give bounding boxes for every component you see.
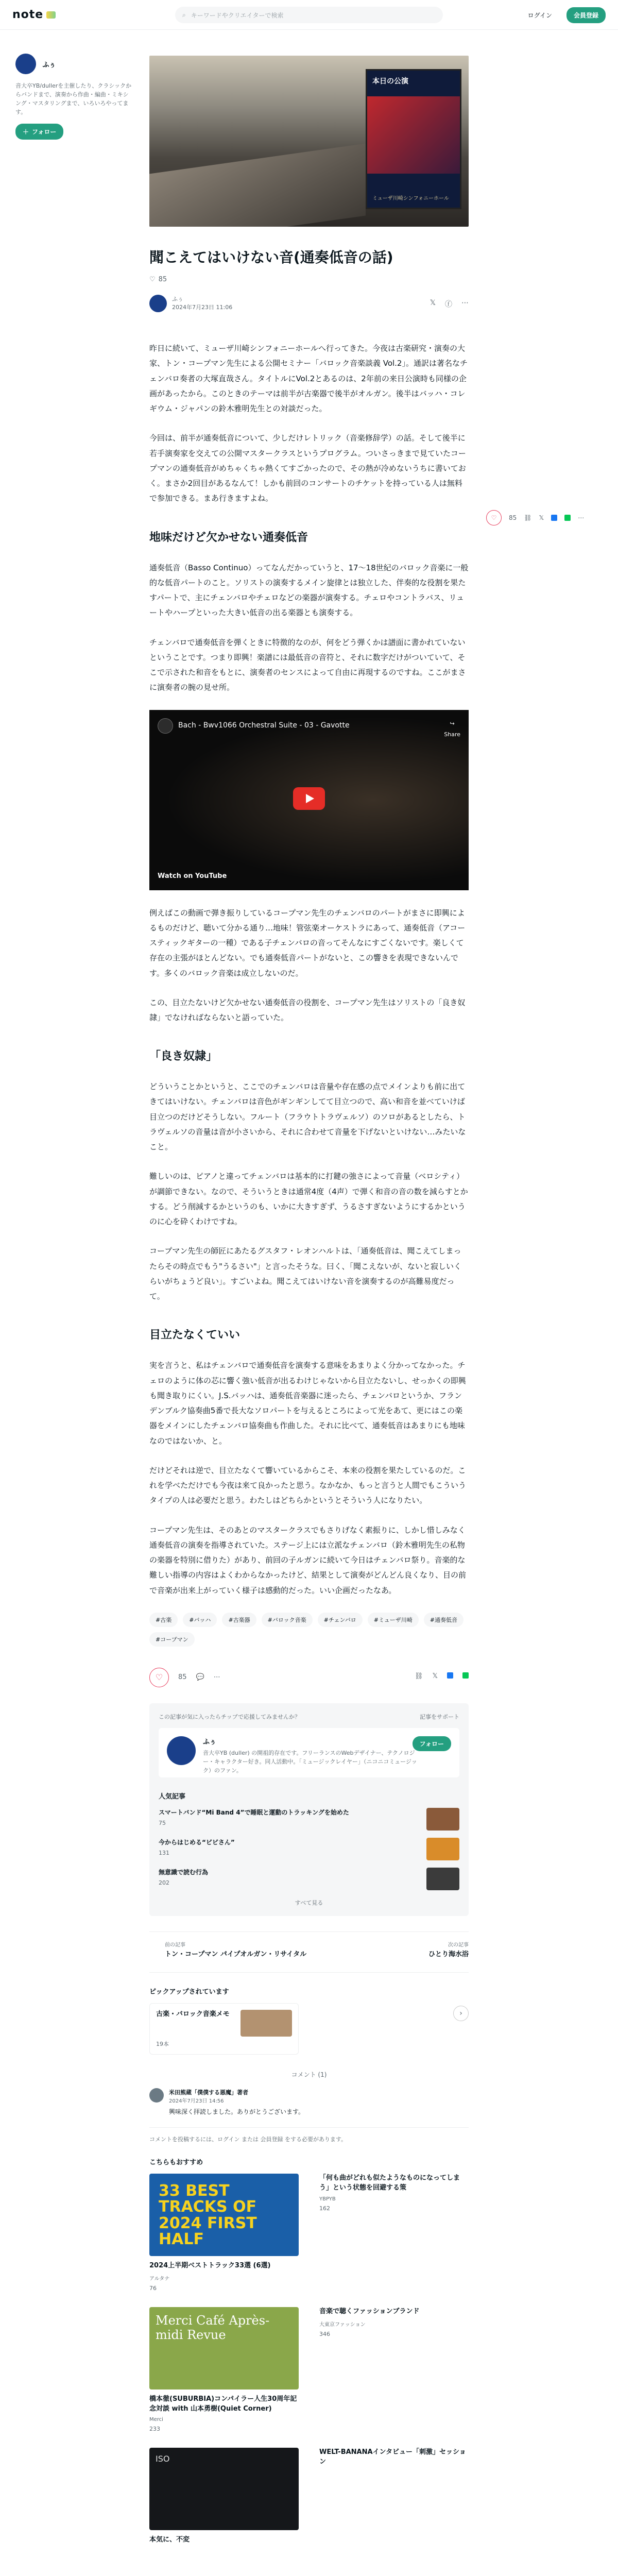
search-input[interactable] <box>175 7 443 23</box>
byline-text <box>172 295 232 312</box>
paragraph: だけどそれは逆で、目立たなくて響いているからこそ、本来の役割を果たしているのだ。これを学べただけでも今夜は来て良かったと思う。なかなか、もっと言うと人間でもこういうタイプの人は必要だと思う。わたしはどちらかというとそういう人になりたい。 <box>149 1465 467 1505</box>
play-button[interactable] <box>293 787 325 810</box>
like-heart-icon[interactable]: ♡ <box>486 510 502 526</box>
next-title: ひとり海水浴 <box>428 1950 469 1958</box>
author-name[interactable]: ふぅ <box>42 61 56 69</box>
login-button[interactable]: ログイン <box>527 12 552 19</box>
paragraph: 実を言うと、私はチェンバロで通奏低音を演奏する意味をあまりよく分かってなかった。チェロのように体の芯に響く強い低音が出るわけじゃないから目立たないし、せっかくの即興も聞き取りにくい。J.S.バッハは、通奏低音楽器に迷ったら、チェンバロというか、フランデンブルク協奏曲5番で長大なソロパートを与えるところによって光をあて、更にはこの楽器をメインにしたチェンバロ協奏曲も作曲した。それに比べて、通奏低音はあまりにも地味なのではないか、と。 <box>149 1361 466 1446</box>
popular-title: スマートバンド“Mi Band 4”で睡眠と運動のトラッキングを始めた <box>159 1808 349 1816</box>
more-icon[interactable]: ⋯ <box>461 299 469 308</box>
rec-card[interactable] <box>149 2307 299 2433</box>
tag[interactable]: #チェンバロ <box>318 1613 363 1627</box>
rec-author: アルタナ <box>149 2276 170 2282</box>
rec-card[interactable] <box>319 2174 469 2292</box>
author-sidebar <box>15 54 134 140</box>
comment-login-note: コメントを投稿するには、ログイン または 会員登録 をする必要があります。 <box>149 2127 469 2143</box>
x-share-icon[interactable]: 𝕏 <box>430 299 436 308</box>
prev-title: トン・コープマン パイプオルガン・リサイタル <box>165 1950 307 1958</box>
signup-button[interactable]: 会員登録 <box>566 7 606 23</box>
paragraph: コープマン先生の師匠にあたるグスタフ・レオンハルトは、「通奏低音は、聞こえてしまったらその時点でもう"うるさい"」と言ったそうな。曰く、「聞こえないが、ないと寂しいくらいがちょうど良い」。すごいよね。聞こえてはいけない音を演奏するのが高難易度だって。 <box>149 1246 462 1301</box>
see-all-link[interactable]: すべて見る <box>295 1899 323 1906</box>
prev-label: 前の記事 <box>165 1942 185 1948</box>
rec-author: Merci <box>149 2417 163 2423</box>
rec-author: YBPYB <box>319 2196 336 2202</box>
rec-thumbnail: ISO <box>149 2448 299 2530</box>
video-share-button[interactable] <box>444 718 460 740</box>
tag[interactable]: #通奏低音 <box>424 1613 464 1627</box>
add-user-icon: ＋ <box>23 128 29 136</box>
x-share-icon[interactable]: 𝕏 <box>539 514 544 521</box>
rec-title: 音楽で聴くファッションブランド <box>319 2307 420 2315</box>
next-label: 次の記事 <box>448 1942 469 1948</box>
like-heart-icon[interactable]: ♡ <box>149 1668 169 1687</box>
recommended-section <box>149 2157 469 2545</box>
logo-mark-icon <box>46 11 56 19</box>
heart-icon[interactable]: ♡ <box>149 276 156 284</box>
recommended-heading: こちらもおすすめ <box>149 2158 203 2166</box>
rec-title: 本気に、不変 <box>149 2536 190 2544</box>
rec-card[interactable] <box>149 2448 299 2545</box>
follow-button[interactable] <box>15 124 63 140</box>
popular-heading: 人気記事 <box>159 1792 186 1801</box>
article-actions <box>149 1667 469 1688</box>
tag-list <box>149 1613 469 1647</box>
byline-share-icons <box>430 299 469 309</box>
magazine-count: 19本 <box>156 2040 169 2047</box>
rec-likes: 346 <box>319 2330 330 2337</box>
creator-card <box>159 1728 459 1777</box>
like-summary <box>149 276 469 283</box>
magazine-card[interactable] <box>149 2003 299 2055</box>
author-bio: 音大卒YB/dullerを主催したり、クラシックからバンドまで、演奏から作曲・編曲・ミキシング・マスタリングまで、いろいろやってます。 <box>15 82 132 116</box>
recommended-grid <box>149 2174 469 2545</box>
hero-image <box>149 56 469 227</box>
rec-title: WELT-BANANAインタビュー「刺激」セッション <box>319 2448 466 2466</box>
prev-article-link[interactable] <box>165 1940 309 1959</box>
tag[interactable]: #ミューザ川崎 <box>368 1613 419 1627</box>
share-icons <box>415 1672 469 1680</box>
paragraph: コープマン先生は、そのあとのマスタークラスでもさりげなく素振りに、しかし惜しみなく通奏低音の演奏を指導されていた。ステージ上には立派なチェンバロ（鈴木雅明先生の私物の楽器を特別に借りた）があり、前回の子ルガンに続いて今日はチェンバロ祭り。音楽的な難しい指導の内容はよくわからなかったけど、結果として演奏がどんどん良くなり、目の前で音楽が出来上がっていく様子は感動的だった。いい企画だったなあ。 <box>149 1525 467 1595</box>
creator-bio: 音大卒YB (duller) の開祖的存在です。フリーランスのWebデザイナー、テクノロジー・キャラクター好き。同人活動中。「ミュージックレイヤー」（ニコニコミュージック）のファン。 <box>203 1749 417 1774</box>
poster-venue: ミューザ川崎シンフォニーホール <box>372 196 449 201</box>
tag[interactable]: #バロック音楽 <box>262 1613 313 1627</box>
tag[interactable]: #コープマン <box>149 1632 195 1647</box>
follow-button[interactable]: フォロー <box>413 1736 451 1751</box>
search-placeholder: キーワードやクリエイターで検索 <box>191 11 284 19</box>
video-title-bar <box>158 718 350 734</box>
paragraph: 例えばこの動画で弾き振りしているコープマン先生のチェンバロのパートがまさに即興によるものだけど、聴いて分かる通り…地味！管弦楽オーケストラにあって、通奏低音（アコースティックギターの一種）である子チェンバロの音ってそんなにすごくないです。楽しくて存在の主張がほとんどない。でも通奏低音パートがないと、この響きを表現できないんです。多くのバロック音楽は成立しないのだ。 <box>149 908 466 978</box>
facebook-icon[interactable] <box>447 1672 453 1679</box>
floating-share-bar <box>486 510 584 526</box>
popular-title: 無意識で読む行為 <box>159 1868 209 1876</box>
facebook-icon[interactable]: ⓕ <box>445 300 452 309</box>
paragraph: 難しいのは、ピアノと違ってチェンバロは基本的に打鍵の強さによって音量（ベロシティ）が調節できない。なので、そういうときは通常4度（4声）で弾く和音の音の数を減らすとかする。どう削減するかというのも、いかに大きすぎず、うるさすぎないようにするかというのに心を砕くわけですね。 <box>149 1172 468 1227</box>
rec-thumbnail: 33 BEST TRACKS OF 2024 FIRST HALF <box>149 2174 299 2256</box>
poster-photo <box>367 96 460 174</box>
popular-thumbnail <box>426 1808 459 1831</box>
pickup-heading: ピックアップされています <box>149 1988 229 1996</box>
youtube-embed[interactable] <box>149 710 469 890</box>
support-header <box>159 1713 459 1721</box>
comment-icon[interactable]: 💬 <box>196 1673 204 1682</box>
comment-date: 2024年7月23日 14:56 <box>169 2098 224 2104</box>
byline <box>149 295 469 312</box>
more-icon[interactable]: ⋯ <box>578 514 585 521</box>
comment-user[interactable]: 米田熊蔵「僕僕する悪魔」著者 <box>169 2089 248 2096</box>
creator-name[interactable]: ふぅ <box>203 1738 217 1746</box>
rec-likes: 233 <box>149 2426 160 2433</box>
like-count: 85 <box>158 276 167 284</box>
next-article-link[interactable] <box>366 1940 469 1959</box>
article-body <box>149 341 469 1598</box>
rec-card[interactable] <box>149 2174 299 2292</box>
section-heading: 「良き奴隷」 <box>149 1050 218 1063</box>
popular-count: 131 <box>159 1849 169 1856</box>
rec-title: 2024上半期ベストトラック33選 (6選) <box>149 2261 271 2269</box>
byline-date: 2024年7月23日 11:06 <box>172 304 233 311</box>
comments-section <box>149 2070 469 2143</box>
popular-title: 今からはじめる“ビビさん” <box>159 1838 235 1846</box>
rec-card[interactable] <box>319 2307 469 2433</box>
paragraph: 昨日に続いて、ミューザ川崎シンフォニーホールへ行ってきた。今夜は古楽研究・演奏の大家、トン・コープマン先生による公開セミナー「バロック音楽談義 Vol.2」。通訳は著名なチェンバロ奏者の大塚直哉さん。タイトルにVol.2とあるのは、2年前の来日公演時も同様の企画があったから。このときのテーマは前半が古楽器で後半がオルガン。後半はバッハ・コレギウム・ジャパンの鈴木雅明先生との対談だった。 <box>149 344 468 414</box>
pickup-section <box>149 1986 469 2055</box>
paragraph: 通奏低音（Basso Continuo）ってなんだかっていうと、17〜18世紀のバロック音楽に一般的な低音パートのこと。ソリストの演奏するメイン旋律とは独立した、伴奏的な役割を果たすパートで、主にチェンバロやチェロなどの楽器が演奏する。チェロやコントラバス、リュートやハープといった大きい低音の出る楽器とも演奏する。 <box>149 563 469 618</box>
float-like-count: 85 <box>509 514 517 521</box>
rec-title: 橋本徹(SUBURBIA)コンパイラー人生30周年記念対談 with 山本勇樹(Quiet Corner) <box>149 2395 297 2413</box>
support-button[interactable]: 記事をサポート <box>420 1713 459 1720</box>
magazine-title: 古楽・バロック音楽メモ <box>156 2010 230 2018</box>
line-icon[interactable] <box>564 515 571 521</box>
popular-thumbnail <box>426 1838 459 1860</box>
tag[interactable]: #バッハ <box>183 1613 217 1627</box>
support-box <box>149 1703 469 1916</box>
popular-count: 202 <box>159 1879 169 1886</box>
popular-thumbnail <box>426 1868 459 1890</box>
rec-thumbnail: Merci Café Après-midi Revue <box>149 2307 299 2389</box>
paragraph: チェンバロで通奏低音を弾くときに特徴的なのが、何をどう弾くかは譜面に書かれていないということです。つまり即興！楽譜には最低音の音符と、それに数字だけがついていて、そこで示された和音をもとに、演奏者のセンスによって自由に再現するのですね。ここがまさに演奏者の腕の見せ所。 <box>149 637 466 692</box>
escalator-shape <box>149 143 366 227</box>
link-icon[interactable]: ⛓ <box>415 1672 423 1680</box>
list-item[interactable] <box>159 1868 459 1890</box>
popular-count: 75 <box>159 1819 166 1826</box>
paragraph: 今回は、前半が通奏低音について、少しだけレトリック（音楽修辞学）の話。そして後半に若手演奏家を交えての公開マスタークラスというプログラム。ついさっきまで見ていたコープマンの通奏低音がめちゃくちゃ熱くてすごかったので、その熱が冷めないうちに書いておく。まさか2回目があるなんて！しかも前回のコンサートのチケットを持っている人は無料で参加できる。まあ行きますよね。 <box>149 433 466 503</box>
note-logo[interactable] <box>12 8 56 21</box>
avatar[interactable] <box>149 2088 164 2103</box>
byline-author[interactable]: ふぅ <box>172 295 183 302</box>
x-share-icon[interactable]: 𝕏 <box>432 1672 438 1680</box>
avatar[interactable] <box>149 295 167 312</box>
section-heading: 目立たなくていい <box>149 1329 241 1342</box>
comment-item <box>149 2088 469 2116</box>
article-column <box>149 56 469 2545</box>
rec-title: 「何も曲がどれも似たようなものになってしまう」という状態を回避する策 <box>319 2174 460 2192</box>
list-item[interactable] <box>159 1808 459 1831</box>
avatar[interactable] <box>167 1736 196 1765</box>
chevron-right-icon[interactable]: › <box>453 2006 469 2021</box>
paragraph: どういうことかというと、ここでのチェンバロは音量や存在感の点でメインよりも前に出てきてはいけない。チェンバロは音色がギンギンしてて目立つので、高い和音を並べていけば目立つのだけどそうしない。フルート（フラウトトラヴェルソ）のソロがあるとしたら、トラヴェルソの音量は音が小さいから、それに合わせて音量を下げないといけない…みたいなこと。 <box>149 1082 466 1152</box>
share-icon: ↪ <box>450 720 455 727</box>
prev-next-nav <box>149 1931 469 1973</box>
follow-label: フォロー <box>32 128 57 136</box>
header-actions <box>521 7 606 23</box>
page-title: 聞こえてはいけない音(通奏低音の話) <box>149 249 393 266</box>
rec-card[interactable] <box>319 2448 469 2545</box>
channel-avatar[interactable] <box>158 718 173 734</box>
poster-title: 本日の公演 <box>372 77 408 86</box>
tag[interactable]: #古楽 <box>149 1613 178 1627</box>
facebook-icon[interactable] <box>551 515 557 521</box>
magazine-thumbnail <box>241 2010 292 2037</box>
support-notice: この記事が気に入ったらチップで応援してみませんか？ <box>159 1713 300 1720</box>
rec-author: 大東京ファッション <box>319 2321 366 2328</box>
video-title[interactable]: Bach - Bwv1066 Orchestral Suite - 03 - Gavotte <box>178 721 350 730</box>
rec-likes: 162 <box>319 2205 330 2212</box>
list-item[interactable] <box>159 1838 459 1860</box>
rec-likes: 76 <box>149 2284 157 2292</box>
paragraph: この、目立たないけど欠かせない通奏低音の役割を、コープマン先生はソリストの「良き奴隷」でなければならないと語っていた。 <box>149 997 466 1023</box>
section-heading: 地味だけど欠かせない通奏低音 <box>149 531 308 544</box>
watch-on-youtube-link[interactable]: Watch on YouTube <box>158 872 227 880</box>
search-icon: ⌕ <box>182 11 186 19</box>
comment-text: 興味深く拝読しました。ありがとうございます。 <box>169 2108 305 2115</box>
top-header <box>0 0 618 30</box>
line-icon[interactable] <box>462 1672 469 1679</box>
comments-header[interactable]: コメント (1) <box>291 2071 327 2078</box>
avatar[interactable] <box>15 54 36 74</box>
more-icon[interactable]: ⋯ <box>213 1673 220 1682</box>
video-share-label: Share <box>444 731 460 738</box>
bottom-like-count: 85 <box>178 1673 187 1682</box>
logo-text: note <box>12 8 44 21</box>
concert-poster <box>366 69 461 209</box>
tag[interactable]: #古楽器 <box>222 1613 256 1627</box>
link-icon[interactable]: ⛓ <box>524 514 532 521</box>
